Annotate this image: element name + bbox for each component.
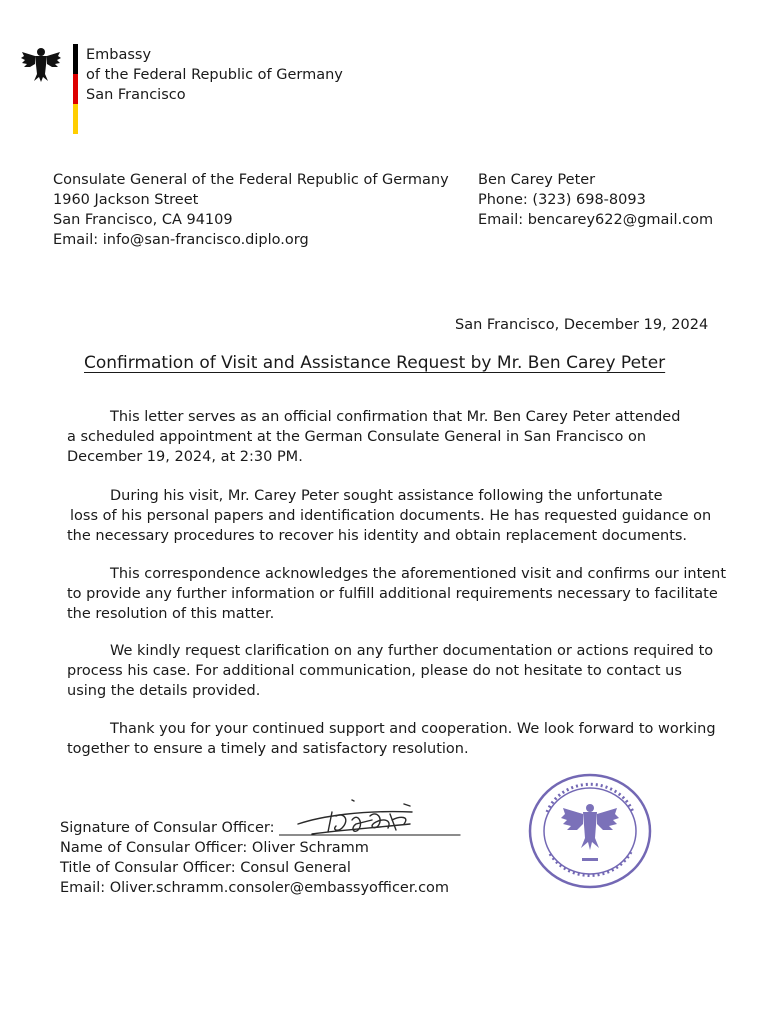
signature-line: Signature of Consular Officer: _________________________ xyxy=(60,820,461,836)
paragraph-line: to provide any further information or fulfill additional requirements necessary to facilitate xyxy=(67,586,718,602)
federal-eagle-icon xyxy=(20,44,62,84)
body-paragraph xyxy=(67,719,737,759)
body-paragraph xyxy=(67,641,737,701)
recipient-phone: Phone: (323) 698-8093 xyxy=(478,192,646,208)
flag-red-stripe xyxy=(73,74,78,104)
officer-email: Email: Oliver.schramm.consoler@embassyofficer.com xyxy=(60,880,450,896)
officer-title: Title of Consular Officer: Consul General xyxy=(60,860,351,876)
paragraph-line: together to ensure a timely and satisfactory resolution. xyxy=(67,741,469,757)
sender-email: Email: info@san-francisco.diplo.org xyxy=(53,232,309,248)
letterhead-line: San Francisco xyxy=(86,87,186,103)
recipient-address xyxy=(478,170,713,230)
paragraph-line: a scheduled appointment at the German Consulate General in San Francisco on xyxy=(67,429,647,445)
sender-address xyxy=(53,170,449,250)
sender-line: San Francisco, CA 94109 xyxy=(53,212,233,228)
signature-block xyxy=(60,818,460,898)
letterhead-line: of the Federal Republic of Germany xyxy=(86,67,343,83)
letterhead-line: Embassy xyxy=(86,47,152,63)
paragraph-line: loss of his personal papers and identification documents. He has requested guidance on xyxy=(70,508,712,524)
body-paragraph xyxy=(67,486,737,546)
body-paragraph xyxy=(67,564,737,624)
paragraph-line: the resolution of this matter. xyxy=(67,606,275,622)
paragraph-line: During his visit, Mr. Carey Peter sought assistance following the unfortunate xyxy=(110,488,663,504)
paragraph-line: the necessary procedures to recover his identity and obtain replacement documents. xyxy=(67,528,688,544)
paragraph-line: December 19, 2024, at 2:30 PM. xyxy=(67,449,303,465)
body-paragraph xyxy=(67,407,737,467)
german-flag-bar xyxy=(73,44,78,134)
officer-name: Name of Consular Officer: Oliver Schramm xyxy=(60,840,369,856)
paragraph-line: Thank you for your continued support and cooperation. We look forward to working xyxy=(110,721,716,737)
paragraph-line: using the details provided. xyxy=(67,683,261,699)
sender-line: Consulate General of the Federal Republic of Germany xyxy=(53,172,449,188)
paragraph-line: This correspondence acknowledges the aforementioned visit and confirms our intent xyxy=(110,566,727,582)
flag-black-stripe xyxy=(73,44,78,74)
paragraph-line: process his case. For additional communication, please do not hesitate to contact us xyxy=(67,663,682,679)
letter-title: Confirmation of Visit and Assistance Request by Mr. Ben Carey Peter xyxy=(84,353,666,373)
embassy-letterhead xyxy=(86,45,343,105)
official-seal-stamp xyxy=(527,772,653,890)
sender-line: 1960 Jackson Street xyxy=(53,192,199,208)
paragraph-line: We kindly request clarification on any further documentation or actions required to xyxy=(110,643,714,659)
paragraph-line: This letter serves as an official confirmation that Mr. Ben Carey Peter attended xyxy=(110,409,681,425)
recipient-name: Ben Carey Peter xyxy=(478,172,596,188)
recipient-email: Email: bencarey622@gmail.com xyxy=(478,212,714,228)
flag-gold-stripe xyxy=(73,104,78,134)
letter-date: San Francisco, December 19, 2024 xyxy=(455,317,709,333)
